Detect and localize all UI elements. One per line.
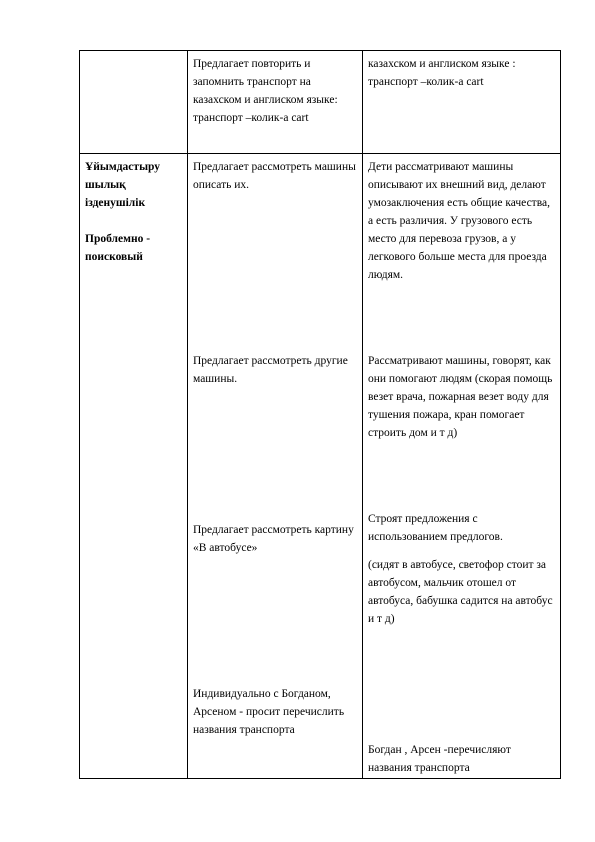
table-row — [80, 154, 561, 779]
children-step-2: Рассматривают машины, говорят, как они помогают людям (скорая помощь везет врача, пожарная везет воду для тушения пожара, кран помогает строить дом и т д) — [368, 355, 553, 439]
children-step-1: Дети рассматривают машины описывают их внешний вид, делают умозаключения есть общие качества, а есть различия. У грузового есть место для перевоза грузов, а у легкового больше места для проезда людям. — [368, 161, 550, 281]
children-step-4: Богдан , Арсен -перечисляют названия транспорта — [368, 744, 511, 774]
teacher-activity-cell: Предлагает повторить и запомнить транспорт на казахском и англиском языке: транспорт –колик-а cart — [188, 51, 363, 154]
lesson-plan-table — [79, 50, 561, 779]
stage-cell — [80, 51, 188, 154]
stage-name-russian: Проблемно - поисковый — [85, 233, 151, 263]
stage-cell — [80, 154, 188, 779]
children-activity-cell: казахском и англиском языке : транспорт –колик-а cart — [363, 51, 561, 154]
teacher-step-4: Индивидуально с Богданом, Арсеном - просит перечислить названия транспорта — [193, 688, 345, 736]
table-row — [80, 51, 561, 154]
teacher-activity-cell — [188, 154, 363, 779]
stage-name-kazakh: Ұйымдастыру шылық ізденушілік — [85, 161, 161, 209]
teacher-step-1: Предлагает рассмотреть машины описать их. — [193, 161, 356, 191]
teacher-step-2: Предлагает рассмотреть другие машины. — [193, 355, 348, 385]
children-activity-cell — [363, 154, 561, 779]
children-step-3b: (сидят в автобусе, светофор стоит за автобусом, мальчик отошел от автобуса, бабушка садится на автобус и т д) — [368, 559, 553, 625]
teacher-step-3: Предлагает рассмотреть картину «В автобусе» — [193, 524, 354, 554]
children-step-3a: Строят предложения с использованием предлогов. — [368, 513, 503, 543]
